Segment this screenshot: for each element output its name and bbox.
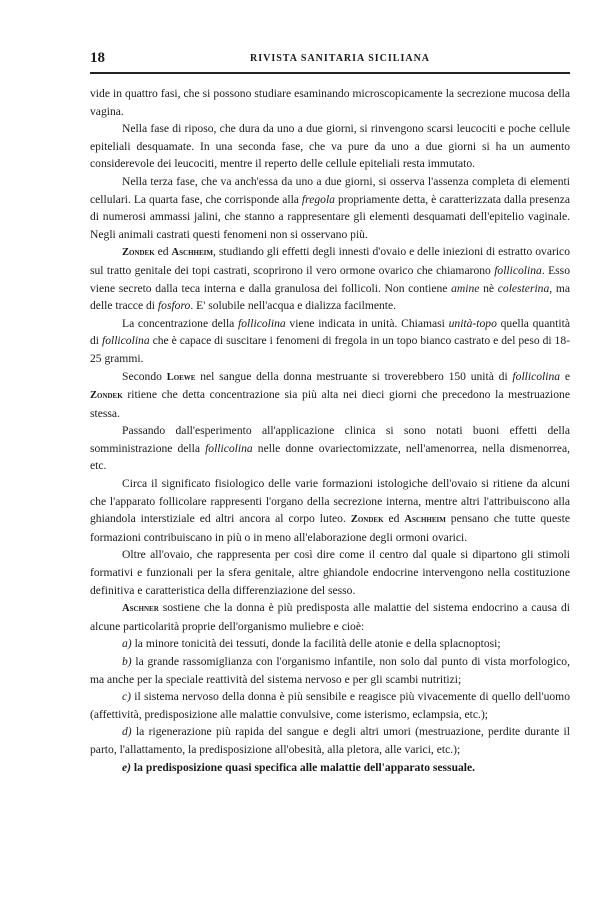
italic-term: follicolina: [494, 263, 542, 277]
text-run: che è capace di suscitare i fenomeni di fregola in un topo bianco castrato e del peso di 18-25 grammi.: [90, 334, 570, 365]
text-run: Nella fase di riposo, che dura da uno a due giorni, si rinvengono scarsi leucociti e poche cellule epiteliali desquamate. In una seconda fase, che va pure da uno a due giorni si ha un aumento considerevole dei leucociti, mentre il reperto delle cellule epiteliali resta immutato.: [90, 122, 570, 171]
text-run: nelle donne ovariectomizzate, nell'amenorrea, nella dismenorrea, etc.: [90, 441, 570, 473]
paragraph: [90, 688, 570, 723]
paragraph: [90, 475, 570, 546]
journal-title: RIVISTA SANITARIA SICILIANA: [250, 53, 431, 64]
text-run: Passando dall'esperimento all'applicazione clinica si sono notati buoni effetti della somministrazione della: [90, 424, 570, 455]
paragraph: [90, 85, 570, 120]
text-run: Secondo: [122, 369, 167, 383]
text-run: Circa il significato fisiologico delle varie formazioni istologiche dell'ovaio si ritiene da alcuni che l'apparato follicolare rappresenti l'organo della secrezione interna, mentre altri l'attribuiscono alla ghiandola interstiziale ed altri ancora al corpo luteo.: [90, 477, 570, 526]
italic-term: fregola: [301, 192, 335, 206]
author-name: Zondek: [90, 390, 123, 402]
text-run: ed: [383, 512, 405, 526]
paragraph: [90, 653, 570, 688]
text-run: il sistema nervoso della donna è più sensibile e reagisce più vivacemente di quello dell'uomo (affettività, predisposizione alle malattie convulsive, come isterismo, eclampsia, etc.);: [90, 690, 570, 721]
italic-term: c): [122, 690, 132, 704]
paragraph: [90, 635, 570, 653]
italic-term: follicolina: [101, 334, 150, 348]
text-run: . Esso viene secreto dalla teca interna e dalla granulosa dei follicoli. Non contiene: [90, 263, 570, 295]
italic-term: d): [122, 725, 132, 739]
text-run: Oltre all'ovaio, che rappresenta per così dire come il centro dal quale si dipartono gli stimoli formativi e funzionali per la sfera genitale, altre ghiandole endocrine intervengono nella costituzione definitiva e caratteristica della differenziazione del sesso.: [90, 548, 570, 597]
text-run: La concentrazione della: [122, 316, 239, 330]
author-name: Zondek: [350, 514, 384, 526]
italic-term: follicolina: [238, 316, 286, 330]
text-run: la predisposizione quasi specifica alle malattie dell'apparato sessuale.: [131, 760, 476, 774]
italic-term: follicolina: [205, 441, 253, 455]
italic-term: unità-topo: [448, 316, 497, 330]
text-run: e: [560, 369, 570, 383]
italic-term: fosforo: [157, 299, 191, 313]
italic-term: e): [122, 760, 132, 774]
text-run: viene indicata in unità. Chiamasi: [285, 316, 449, 330]
text-run: sostiene che la donna è più predisposta alle malattie del sistema endocrino a causa di alcune particolarità proprie dell'organismo muliebre e cioè:: [90, 601, 570, 633]
page-number: 18: [90, 50, 105, 66]
italic-term: a): [122, 637, 132, 651]
paragraph: [90, 422, 570, 475]
text-run: , studiando gli effetti degli innesti d'ovaio e delle iniezioni di estratto ovarico sul tratto genitale dei topi castrati, scoprirono il vero ormone ovarico che chiamarono: [90, 245, 570, 277]
article-body: [90, 85, 570, 776]
running-header: [90, 50, 570, 76]
text-run: . E' solubile nell'acqua e dializza facilmente.: [190, 299, 397, 313]
paragraph: [90, 243, 570, 314]
text-run: propriamente detta, è caratterizzata dalla presenza di numerosi ammassi jalini, che stanno a rappresentare gli elementi desquamati dell'epitelio vaginale. Negli animali castrati questi fenomeni non si osservano più.: [90, 192, 570, 241]
italic-term: amine: [451, 281, 480, 295]
text-run: pensano che tutte queste formazioni contribuiscano in più o in meno all'elaborazione degli ormoni ovarici.: [90, 512, 570, 544]
text-run: ed: [154, 245, 172, 259]
author-name: Aschheim: [171, 247, 213, 259]
header-rule: [90, 72, 570, 74]
italic-term: follicolina: [512, 369, 561, 383]
text-run: nè: [479, 281, 498, 295]
text-run: vide in quattro fasi, che si possono studiare esaminando microscopicamente la secrezione mucosa della vagina.: [90, 87, 570, 118]
paragraph: [90, 120, 570, 173]
text-run: la minore tonicità dei tessuti, donde la facilità delle atonie e della splacnoptosi;: [131, 637, 501, 651]
text-run: la rigenerazione più rapida del sangue e degli altri umori (mestruazione, perdite durante il parto, l'allattamento, la predisposizione all'obesità, alla pletora, alle varici, etc.);: [90, 725, 570, 756]
paragraph: [90, 599, 570, 635]
paragraph: [90, 723, 570, 758]
text-run: ritiene che detta concentrazione sia più alta nei dieci giorni che precedono la mestruazione stessa.: [90, 388, 570, 420]
text-run: , ma delle tracce di: [90, 281, 570, 313]
paragraph: [90, 759, 570, 777]
author-name: Zondek: [122, 247, 155, 259]
text-run: Nella terza fase, che va anch'essa da uno a due giorni, si osserva l'assenza completa di elementi cellulari. La quarta fase, che corrisponde alla: [90, 174, 570, 206]
italic-term: colesterina: [497, 281, 550, 295]
paragraph: [90, 315, 570, 368]
paragraph: [90, 546, 570, 599]
paragraph: [90, 173, 570, 243]
text-run: quella quantità di: [90, 316, 570, 348]
author-name: Aschheim: [404, 514, 446, 526]
paragraph: [90, 368, 570, 423]
italic-term: b): [122, 655, 132, 668]
author-name: Loewe: [166, 371, 196, 383]
text-run: la grande rassomiglianza con l'organismo infantile, non solo dal punto di vista morfologico, ma anche per la speciale reattività del sistema nervoso e per gli scambi nutritizi;: [90, 655, 570, 686]
text-run: nel sangue della donna mestruante si troverebbero 150 unità di: [195, 369, 513, 383]
author-name: Aschner: [122, 603, 159, 615]
